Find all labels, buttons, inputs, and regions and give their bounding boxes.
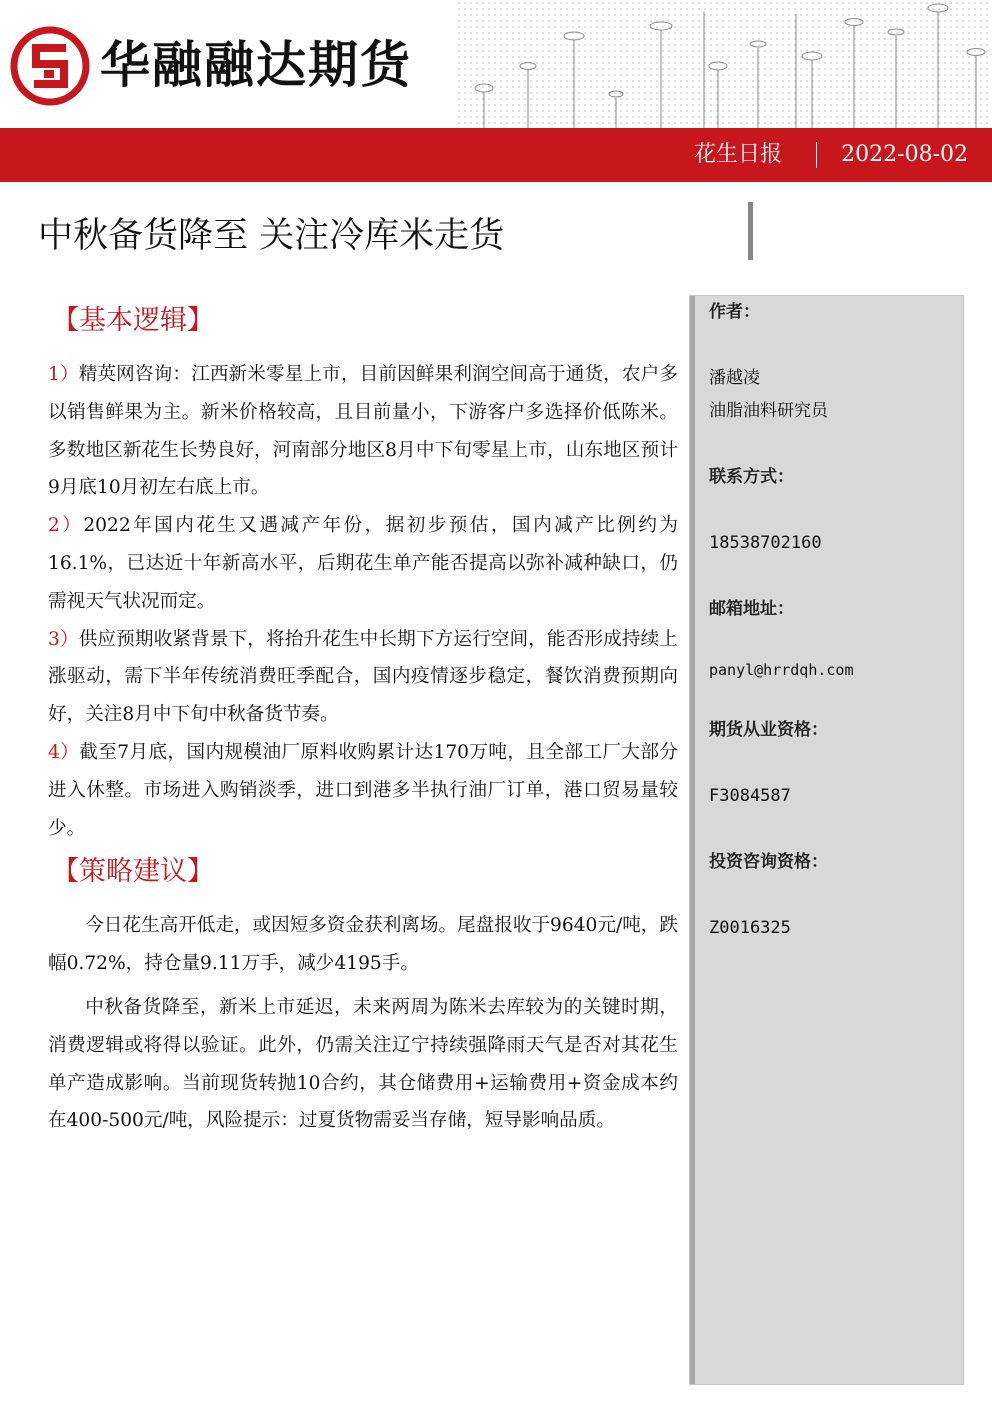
report-type: 花生日报	[693, 142, 782, 167]
author-title: 油脂油料研究员	[709, 401, 828, 421]
strategy-paragraph-2: 中秋备货降至，新米上市延迟，未来两周为陈米去库较为的关键时期，消费逻辑或将得以验证。此外，仍需关注辽宁持续强降雨天气是否对其花生单产造成影响。当前现货转抛10合约，其仓储费用+运输费用+资金成本约在400-500元/吨，风险提示：过夏货物需妥当存储，短导影响品质。	[48, 996, 678, 1132]
section-title-basic-logic: 【基本逻辑】	[52, 305, 214, 336]
email-label: 邮箱地址：	[709, 599, 794, 619]
page-title: 中秋备货降至 关注冷库米走货	[38, 216, 505, 256]
title-accent-bar	[748, 202, 753, 260]
decorative-pattern	[456, 0, 992, 128]
contact-value: 18538702160	[709, 533, 822, 553]
logic-paragraph-2	[48, 507, 678, 620]
brand-name: 华融融达期货	[100, 36, 412, 94]
paragraph-text: 2022年国内花生又遇减产年份，据初步预估，国内减产比例约为16.1%，已达近十年新高水平，后期花生单产能否提高以弥补减种缺口，仍需视天气状况而定。	[48, 515, 678, 612]
logic-paragraph-4	[48, 734, 678, 847]
paragraph-text: 截至7月底，国内规模油厂原料收购累计达170万吨，且全部工厂大部分进入休整。市场进入购销淡季，进口到港多半执行油厂订单，港口贸易量较少。	[48, 741, 678, 839]
logic-paragraph-3	[48, 621, 678, 734]
report-date: 2022-08-02	[841, 142, 968, 167]
author-name: 潘越凌	[709, 368, 760, 388]
paragraph-text: 供应预期收紧背景下，将抬升花生中长期下方运行空间，能否形成持续上涨驱动，需下半年传统消费旺季配合，国内疫情逐步稳定，餐饮消费预期向好，关注8月中下旬中秋备货节奏。	[48, 628, 678, 726]
paragraph-text: 精英网咨询：江西新米零星上市，目前因鲜果利润空间高于通货，农户多以销售鲜果为主。新米价格较高，且目前量小，下游客户多选择价低陈米。多数地区新花生长势良好，河南部分地区8月中下旬零星上市，山东地区预计9月底10月初左右底上市。	[48, 364, 678, 499]
author-label: 作者：	[709, 302, 760, 322]
futures-qualification-value: F3084587	[709, 786, 791, 806]
report-bar	[0, 128, 992, 182]
header	[0, 0, 992, 128]
paragraph-number: 3）	[48, 628, 79, 650]
section-title-strategy: 【策略建议】	[52, 856, 214, 888]
strategy-paragraph-1: 今日花生高开低走，或因短多资金获利离场。尾盘报收于9640元/吨，跌幅0.72%，持仓量9.11万手，减少4195手。	[48, 915, 678, 975]
advisory-qualification-label: 投资咨询资格：	[709, 852, 828, 872]
report-bar-divider	[816, 142, 817, 168]
paragraph-number: 4）	[48, 741, 80, 763]
main-content	[48, 300, 678, 1140]
logic-paragraph-1	[48, 356, 678, 507]
company-seal-icon	[10, 26, 90, 106]
email-value: panyl@hrrdqh.com	[709, 661, 854, 679]
advisory-qualification-value: Z0016325	[709, 918, 791, 938]
paragraph-number: 1）	[48, 364, 79, 385]
author-sidebar	[690, 296, 963, 1384]
contact-label: 联系方式：	[709, 467, 794, 487]
futures-qualification-label: 期货从业资格：	[709, 720, 828, 740]
paragraph-number: 2）	[48, 515, 84, 537]
